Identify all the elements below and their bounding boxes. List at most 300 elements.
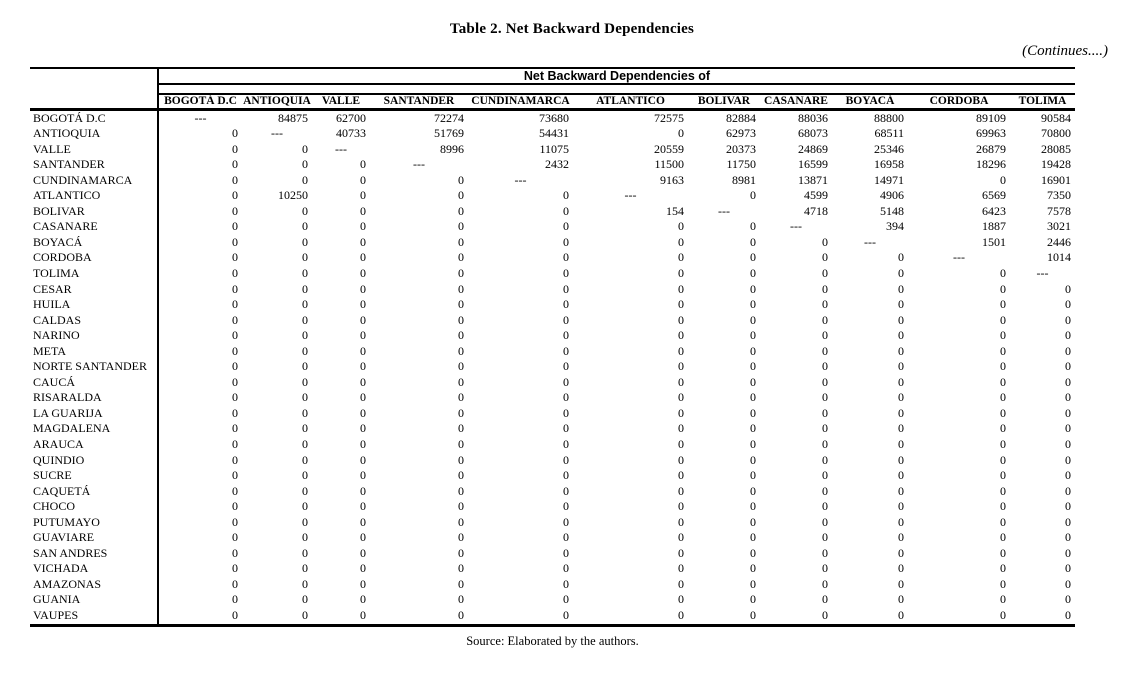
value-cell: 0 — [1065, 343, 1071, 358]
value-cell: 0 — [822, 421, 828, 436]
source-note: Source: Elaborated by the authors. — [466, 634, 639, 648]
value-cell: 0 — [1000, 390, 1006, 405]
value-cell: 0 — [563, 297, 569, 312]
value-cell: 4906 — [880, 188, 904, 203]
value-cell: 0 — [158, 359, 242, 375]
corner-spacer-cell — [30, 84, 158, 94]
row-label: ATLANTICO — [33, 188, 101, 203]
value-cell: 0 — [563, 592, 569, 607]
value-cell: 0 — [678, 483, 684, 498]
row-label: SAN ANDRES — [33, 545, 108, 560]
value-cell: 0 — [360, 483, 366, 498]
value-cell: 26879 — [976, 141, 1006, 156]
table-row — [30, 359, 1075, 375]
value-cell: 0 — [302, 390, 308, 405]
value-cell: 0 — [750, 576, 756, 591]
value-cell: 0 — [458, 359, 464, 374]
value-cell: 9163 — [660, 172, 684, 187]
value-cell: 25346 — [874, 141, 904, 156]
value-cell: 0 — [750, 499, 756, 514]
value-cell: 0 — [1065, 297, 1071, 312]
value-cell: 0 — [563, 203, 569, 218]
value-cell: 394 — [886, 219, 904, 234]
value-cell: 0 — [158, 126, 242, 142]
value-cell: 0 — [158, 204, 242, 220]
value-cell: 0 — [822, 359, 828, 374]
value-cell: 0 — [458, 188, 464, 203]
value-cell: 0 — [563, 436, 569, 451]
table-row — [30, 235, 1075, 251]
value-cell: 0 — [158, 453, 242, 469]
value-cell: 0 — [822, 390, 828, 405]
value-cell: 7578 — [1047, 203, 1071, 218]
value-cell: 0 — [898, 483, 904, 498]
value-cell: 0 — [458, 483, 464, 498]
table-row — [30, 313, 1075, 329]
value-cell: 0 — [1000, 421, 1006, 436]
value-cell: 0 — [1000, 265, 1006, 280]
value-cell: 0 — [822, 530, 828, 545]
table-row — [30, 157, 1075, 173]
value-cell: 51769 — [434, 126, 464, 141]
value-cell: 0 — [898, 530, 904, 545]
value-cell: 0 — [1065, 421, 1071, 436]
table-row — [30, 250, 1075, 266]
value-cell: 0 — [158, 375, 242, 391]
value-cell: 0 — [678, 359, 684, 374]
value-cell: 0 — [458, 203, 464, 218]
value-cell: 0 — [678, 499, 684, 514]
table-row — [30, 468, 1075, 484]
value-cell: 0 — [750, 405, 756, 420]
value-cell: 0 — [302, 514, 308, 529]
value-cell: 0 — [302, 359, 308, 374]
table-row — [30, 344, 1075, 360]
value-cell: 0 — [302, 312, 308, 327]
diagonal-cell: --- — [335, 141, 347, 156]
row-label: AMAZONAS — [33, 576, 102, 591]
value-cell: 0 — [360, 297, 366, 312]
row-label: ARAUCA — [33, 436, 84, 451]
value-cell: 0 — [158, 499, 242, 515]
value-cell: 0 — [678, 530, 684, 545]
column-header-valle: VALLE — [312, 94, 370, 109]
value-cell: 1887 — [982, 219, 1006, 234]
value-cell: 0 — [302, 452, 308, 467]
value-cell: 0 — [898, 499, 904, 514]
value-cell: 0 — [898, 312, 904, 327]
row-label: CALDAS — [33, 312, 82, 327]
value-cell: 14971 — [874, 172, 904, 187]
value-cell: 0 — [750, 545, 756, 560]
value-cell: 0 — [1065, 312, 1071, 327]
value-cell: 1014 — [1047, 250, 1071, 265]
value-cell: 88036 — [798, 110, 828, 125]
value-cell: 0 — [573, 608, 688, 625]
row-label: NORTE SANTANDER — [33, 359, 147, 374]
value-cell: 0 — [1065, 468, 1071, 483]
value-cell: 0 — [750, 359, 756, 374]
diagonal-cell: --- — [953, 250, 965, 265]
value-cell: 0 — [302, 265, 308, 280]
row-label: MAGDALENA — [33, 421, 111, 436]
value-cell: 0 — [750, 234, 756, 249]
value-cell: 0 — [302, 561, 308, 576]
value-cell: 69963 — [976, 126, 1006, 141]
value-cell: 0 — [1065, 545, 1071, 560]
value-cell: 0 — [158, 437, 242, 453]
table-row — [30, 126, 1075, 142]
value-cell: 0 — [898, 250, 904, 265]
value-cell: 0 — [563, 405, 569, 420]
value-cell: 0 — [158, 484, 242, 500]
value-cell: 0 — [750, 390, 756, 405]
value-cell: 0 — [360, 250, 366, 265]
row-label: VAUPES — [30, 608, 158, 625]
value-cell: 0 — [302, 483, 308, 498]
value-cell: 0 — [822, 405, 828, 420]
value-cell: 0 — [898, 514, 904, 529]
value-cell: 0 — [360, 343, 366, 358]
spacer-header-row — [30, 84, 1075, 94]
value-cell: 0 — [898, 265, 904, 280]
table-row — [30, 173, 1075, 189]
value-cell: 62973 — [726, 126, 756, 141]
value-cell: 0 — [458, 312, 464, 327]
column-header-casanare: CASANARE — [760, 94, 832, 109]
table-row — [30, 406, 1075, 422]
row-label: CHOCO — [33, 499, 76, 514]
diagonal-cell: --- — [271, 126, 283, 141]
value-cell: 0 — [158, 328, 242, 344]
value-cell: 0 — [458, 281, 464, 296]
value-cell: 0 — [563, 281, 569, 296]
value-cell: 0 — [563, 374, 569, 389]
value-cell: 0 — [302, 499, 308, 514]
value-cell: 0 — [360, 265, 366, 280]
value-cell: 28085 — [1041, 141, 1071, 156]
value-cell: 0 — [822, 328, 828, 343]
table-row — [30, 577, 1075, 593]
column-header-bogot-d-c: BOGOTÁ D.C — [158, 94, 242, 109]
value-cell: 0 — [750, 374, 756, 389]
value-cell: 0 — [750, 483, 756, 498]
diagonal-cell: --- — [624, 188, 637, 203]
value-cell: 0 — [1010, 608, 1075, 625]
value-cell: 84875 — [278, 110, 308, 125]
value-cell: 40733 — [336, 126, 366, 141]
value-cell: 0 — [898, 452, 904, 467]
value-cell: 0 — [1065, 499, 1071, 514]
value-cell: 0 — [898, 359, 904, 374]
value-cell: 0 — [1000, 436, 1006, 451]
value-cell: 0 — [158, 157, 242, 173]
value-cell: 0 — [898, 328, 904, 343]
value-cell: 82884 — [726, 110, 756, 125]
value-cell: 68511 — [874, 126, 904, 141]
value-cell: 0 — [1000, 514, 1006, 529]
value-cell: 0 — [832, 608, 908, 625]
value-cell: 0 — [458, 265, 464, 280]
row-label: PUTUMAYO — [33, 514, 100, 529]
value-cell: 70800 — [1041, 126, 1071, 141]
value-cell: 0 — [750, 265, 756, 280]
value-cell: 0 — [563, 188, 569, 203]
row-label: CESAR — [33, 281, 72, 296]
value-cell: 0 — [302, 219, 308, 234]
table-row — [30, 546, 1075, 562]
value-cell: 0 — [563, 343, 569, 358]
value-cell: 0 — [458, 405, 464, 420]
value-cell: 0 — [898, 421, 904, 436]
value-cell: 0 — [360, 436, 366, 451]
value-cell: 0 — [750, 297, 756, 312]
table-row — [30, 328, 1075, 344]
value-cell: 0 — [822, 297, 828, 312]
value-cell: 16599 — [798, 157, 828, 172]
value-cell: 62700 — [336, 110, 366, 125]
value-cell: 0 — [360, 576, 366, 591]
value-cell: 0 — [898, 281, 904, 296]
value-cell: 0 — [563, 219, 569, 234]
value-cell: 0 — [1065, 483, 1071, 498]
value-cell: 0 — [458, 561, 464, 576]
table-row — [30, 390, 1075, 406]
value-cell: 0 — [360, 328, 366, 343]
value-cell: 0 — [563, 390, 569, 405]
value-cell: 3021 — [1047, 219, 1071, 234]
value-cell: 0 — [1000, 561, 1006, 576]
value-cell: 0 — [458, 390, 464, 405]
value-cell: 0 — [898, 436, 904, 451]
value-cell: 0 — [750, 592, 756, 607]
table-row — [30, 421, 1075, 437]
value-cell: 0 — [360, 374, 366, 389]
value-cell: 0 — [1000, 281, 1006, 296]
value-cell: 0 — [750, 250, 756, 265]
value-cell: 0 — [563, 452, 569, 467]
value-cell: 0 — [678, 374, 684, 389]
value-cell: 0 — [750, 468, 756, 483]
value-cell: 0 — [158, 344, 242, 360]
value-cell: 0 — [158, 219, 242, 235]
value-cell: 0 — [158, 515, 242, 531]
value-cell: 0 — [678, 312, 684, 327]
value-cell: 0 — [678, 219, 684, 234]
value-cell: 0 — [1065, 436, 1071, 451]
value-cell: 73680 — [539, 110, 569, 125]
row-label: TOLIMA — [33, 265, 80, 280]
value-cell: 68073 — [798, 126, 828, 141]
value-cell: 0 — [302, 250, 308, 265]
value-cell: 0 — [1000, 483, 1006, 498]
value-cell: 0 — [822, 374, 828, 389]
value-cell: 0 — [563, 250, 569, 265]
value-cell: 0 — [302, 343, 308, 358]
row-label: CUNDINAMARCA — [33, 172, 133, 187]
value-cell: 0 — [302, 141, 308, 156]
value-cell: 0 — [750, 281, 756, 296]
value-cell: 0 — [302, 172, 308, 187]
value-cell: 0 — [360, 219, 366, 234]
value-cell: 0 — [302, 374, 308, 389]
value-cell: 0 — [678, 405, 684, 420]
table-row — [30, 282, 1075, 298]
value-cell: 0 — [302, 530, 308, 545]
value-cell: 0 — [360, 530, 366, 545]
net-backward-dependencies-table — [30, 67, 1075, 627]
value-cell: 0 — [158, 468, 242, 484]
value-cell: 0 — [563, 359, 569, 374]
value-cell: 0 — [458, 468, 464, 483]
value-cell: 0 — [1065, 452, 1071, 467]
value-cell: 0 — [822, 281, 828, 296]
value-cell: 0 — [302, 592, 308, 607]
value-cell: 0 — [678, 452, 684, 467]
value-cell: 0 — [458, 328, 464, 343]
value-cell: 0 — [458, 530, 464, 545]
row-label: QUINDIO — [33, 452, 85, 467]
table-row — [30, 219, 1075, 235]
value-cell: 0 — [360, 188, 366, 203]
column-header-row — [30, 94, 1075, 109]
value-cell: 8996 — [440, 141, 464, 156]
value-cell: 16958 — [874, 157, 904, 172]
value-cell: 0 — [1000, 297, 1006, 312]
value-cell: 0 — [458, 172, 464, 187]
value-cell: 0 — [158, 608, 242, 625]
row-label: BOLIVAR — [33, 203, 85, 218]
table-row — [30, 142, 1075, 158]
value-cell: 0 — [1065, 328, 1071, 343]
value-cell: 0 — [1000, 468, 1006, 483]
value-cell: 0 — [360, 499, 366, 514]
value-cell: 0 — [360, 545, 366, 560]
row-label: RISARALDA — [33, 390, 102, 405]
value-cell: 0 — [750, 421, 756, 436]
value-cell: 0 — [898, 561, 904, 576]
value-cell: 0 — [158, 173, 242, 189]
value-cell: 0 — [360, 468, 366, 483]
value-cell: 7350 — [1047, 188, 1071, 203]
value-cell: 0 — [678, 468, 684, 483]
value-cell: 0 — [563, 576, 569, 591]
value-cell: 16901 — [1041, 172, 1071, 187]
value-cell: 0 — [908, 608, 1010, 625]
value-cell: 0 — [370, 608, 468, 625]
value-cell: 0 — [750, 312, 756, 327]
table-row — [30, 204, 1075, 220]
value-cell: 0 — [302, 203, 308, 218]
value-cell: 0 — [898, 468, 904, 483]
value-cell: 0 — [468, 608, 573, 625]
value-cell: 2432 — [545, 157, 569, 172]
value-cell: 5148 — [880, 203, 904, 218]
value-cell: 0 — [360, 452, 366, 467]
column-header-cundinamarca: CUNDINAMARCA — [468, 94, 573, 109]
value-cell: 0 — [822, 343, 828, 358]
value-cell: 0 — [458, 421, 464, 436]
value-cell: 0 — [158, 282, 242, 298]
value-cell: 0 — [458, 592, 464, 607]
row-label: LA GUARIJA — [33, 405, 103, 420]
value-cell: 0 — [1000, 499, 1006, 514]
value-cell: 0 — [458, 343, 464, 358]
value-cell: 0 — [898, 545, 904, 560]
row-label: CORDOBA — [33, 250, 92, 265]
row-label: HUILA — [33, 297, 71, 312]
value-cell: 0 — [1000, 405, 1006, 420]
value-cell: 72575 — [654, 110, 684, 125]
value-cell: 0 — [822, 265, 828, 280]
value-cell: 0 — [1065, 405, 1071, 420]
value-cell: 0 — [1065, 281, 1071, 296]
value-cell: 0 — [158, 421, 242, 437]
value-cell: 19428 — [1041, 157, 1071, 172]
value-cell: 0 — [563, 421, 569, 436]
table-row — [30, 484, 1075, 500]
value-cell: 0 — [563, 499, 569, 514]
value-cell: 0 — [302, 576, 308, 591]
value-cell: 0 — [158, 577, 242, 593]
row-label: CAUCÁ — [33, 374, 76, 389]
table-row — [30, 515, 1075, 531]
row-label: GUANIA — [33, 592, 81, 607]
table-row — [30, 266, 1075, 282]
value-cell: 0 — [1000, 576, 1006, 591]
diagonal-cell: --- — [514, 172, 527, 187]
value-cell: 0 — [678, 514, 684, 529]
value-cell: 0 — [158, 546, 242, 562]
value-cell: 0 — [1065, 530, 1071, 545]
value-cell: 0 — [898, 405, 904, 420]
value-cell: 0 — [158, 142, 242, 158]
value-cell: 0 — [1000, 312, 1006, 327]
row-label: VICHADA — [33, 561, 89, 576]
value-cell: 0 — [678, 281, 684, 296]
value-cell: 0 — [750, 188, 756, 203]
value-cell: 0 — [750, 452, 756, 467]
value-cell: 0 — [302, 328, 308, 343]
row-label-header — [30, 94, 158, 109]
value-cell: 0 — [822, 592, 828, 607]
row-label: CAQUETÁ — [33, 483, 91, 498]
value-cell: 0 — [678, 328, 684, 343]
value-cell: 0 — [678, 265, 684, 280]
value-cell: 0 — [360, 390, 366, 405]
value-cell: 154 — [666, 203, 684, 218]
value-cell: 0 — [1065, 592, 1071, 607]
value-cell: 90584 — [1041, 110, 1071, 125]
value-cell: 0 — [750, 561, 756, 576]
row-label: SUCRE — [33, 468, 72, 483]
value-cell: 0 — [1000, 452, 1006, 467]
value-cell: 0 — [563, 468, 569, 483]
value-cell: 0 — [1065, 390, 1071, 405]
row-label: GUAVIARE — [33, 530, 95, 545]
value-cell: 0 — [458, 576, 464, 591]
value-cell: 4718 — [804, 203, 828, 218]
value-cell: 13871 — [798, 172, 828, 187]
value-cell: 0 — [302, 281, 308, 296]
spacer-cell — [158, 84, 1075, 94]
value-cell: 6569 — [982, 188, 1006, 203]
value-cell: 0 — [158, 561, 242, 577]
value-cell: 0 — [563, 328, 569, 343]
group-header-label: Net Backward Dependencies of — [158, 68, 1075, 84]
diagonal-cell: --- — [413, 157, 425, 172]
value-cell: 0 — [360, 281, 366, 296]
